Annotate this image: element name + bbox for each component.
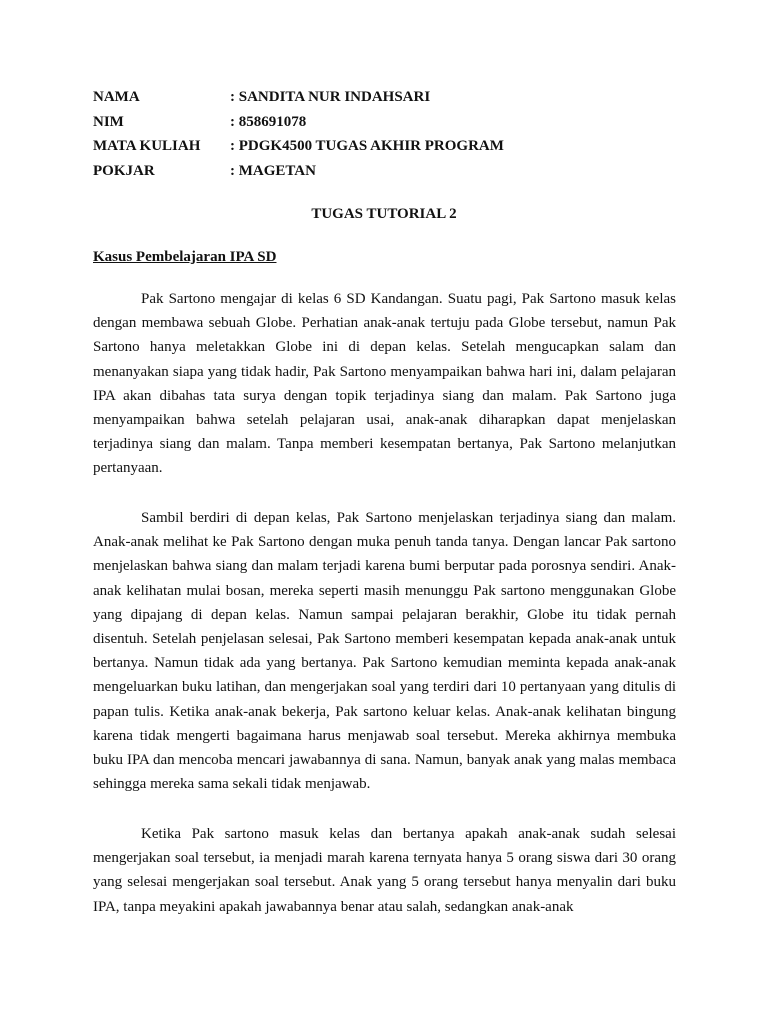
- info-label: POKJAR: [93, 162, 155, 179]
- paragraph: Ketika Pak sartono masuk kelas dan bertanya apakah anak-anak sudah selesai mengerjakan soal tersebut, ia menjadi marah karena ternyata hanya 5 orang siswa dari 30 orang yang selesai mengerjakan soal tersebut. Anak yang 5 orang tersebut hanya menyalin dari buku IPA, tanpa meyakini apakah jawabannya benar atau salah, sedangkan anak-anak: [93, 826, 676, 915]
- info-value: : MAGETAN: [230, 162, 316, 179]
- info-label: NIM: [93, 113, 124, 130]
- info-row-mata-kuliah: [93, 136, 693, 161]
- info-label: NAMA: [93, 89, 140, 105]
- paragraph: Sambil berdiri di depan kelas, Pak Sartono menjelaskan terjadinya siang dan malam. Anak-anak melihat ke Pak Sartono dengan muka penuh tanda tanya. Dengan lancar Pak sartono menjelaskan bahwa siang dan malam terjadi karena bumi berputar pada porosnya sendiri. Anak-anak kelihatan mulai bosan, mereka seperti masih menunggu Pak sartono menggunakan Globe yang dipajang di depan kelas. Namun sampai pelajaran berakhir, Globe itu tidak pernah disentuh. Setelah penjelasan selesai, Pak Sartono memberi kesempatan kepada anak-anak untuk bertanya. Namun tidak ada yang bertanya. Pak Sartono kemudian meminta kepada anak-anak mengeluarkan buku latihan, dan mengerjakan soal yang terdiri dari 10 pertanyaan yang ditulis di papan tulis. Ketika anak-anak bekerja, Pak sartono keluar kelas. Anak-anak kelihatan bingung karena tidak mengerti bagaimana harus menjawab soal tersebut. Mereka akhirnya membuka buku IPA dan mencoba mencari jawabannya di sana. Namun, banyak anak yang malas membaca sehingga mereka sama sekali tidak menjawab.: [93, 510, 676, 793]
- info-label: MATA KULIAH: [93, 138, 201, 154]
- info-row-nama: [93, 87, 693, 112]
- info-value: : SANDITA NUR INDAHSARI: [230, 89, 431, 105]
- info-row-nim: [93, 112, 693, 137]
- info-value: : 858691078: [230, 113, 307, 130]
- info-row-pokjar: [93, 161, 693, 186]
- info-value: : PDGK4500 TUGAS AKHIR PROGRAM: [230, 138, 504, 154]
- document-title: TUGAS TUTORIAL 2: [311, 206, 457, 222]
- paragraph: Pak Sartono mengajar di kelas 6 SD Kandangan. Suatu pagi, Pak Sartono masuk kelas dengan membawa sebuah Globe. Perhatian anak-anak tertuju pada Globe tersebut, namun Pak Sartono hanya meletakkan Globe ini di depan kelas. Setelah mengucapkan salam dan menanyakan siapa yang tidak hadir, Pak Sartono menyampaikan bahwa hari ini, dalam pelajaran IPA akan dibahas tata surya dengan topik terjadinya siang dan malam. Pak Sartono juga menyampaikan bahwa setelah pelajaran usai, anak-anak diharapkan dapat menjelaskan terjadinya siang dan malam. Tanpa memberi kesempatan bertanya, Pak Sartono melanjutkan pertanyaan.: [93, 291, 676, 477]
- student-info: [93, 87, 693, 185]
- section-heading: Kasus Pembelajaran IPA SD: [93, 249, 277, 265]
